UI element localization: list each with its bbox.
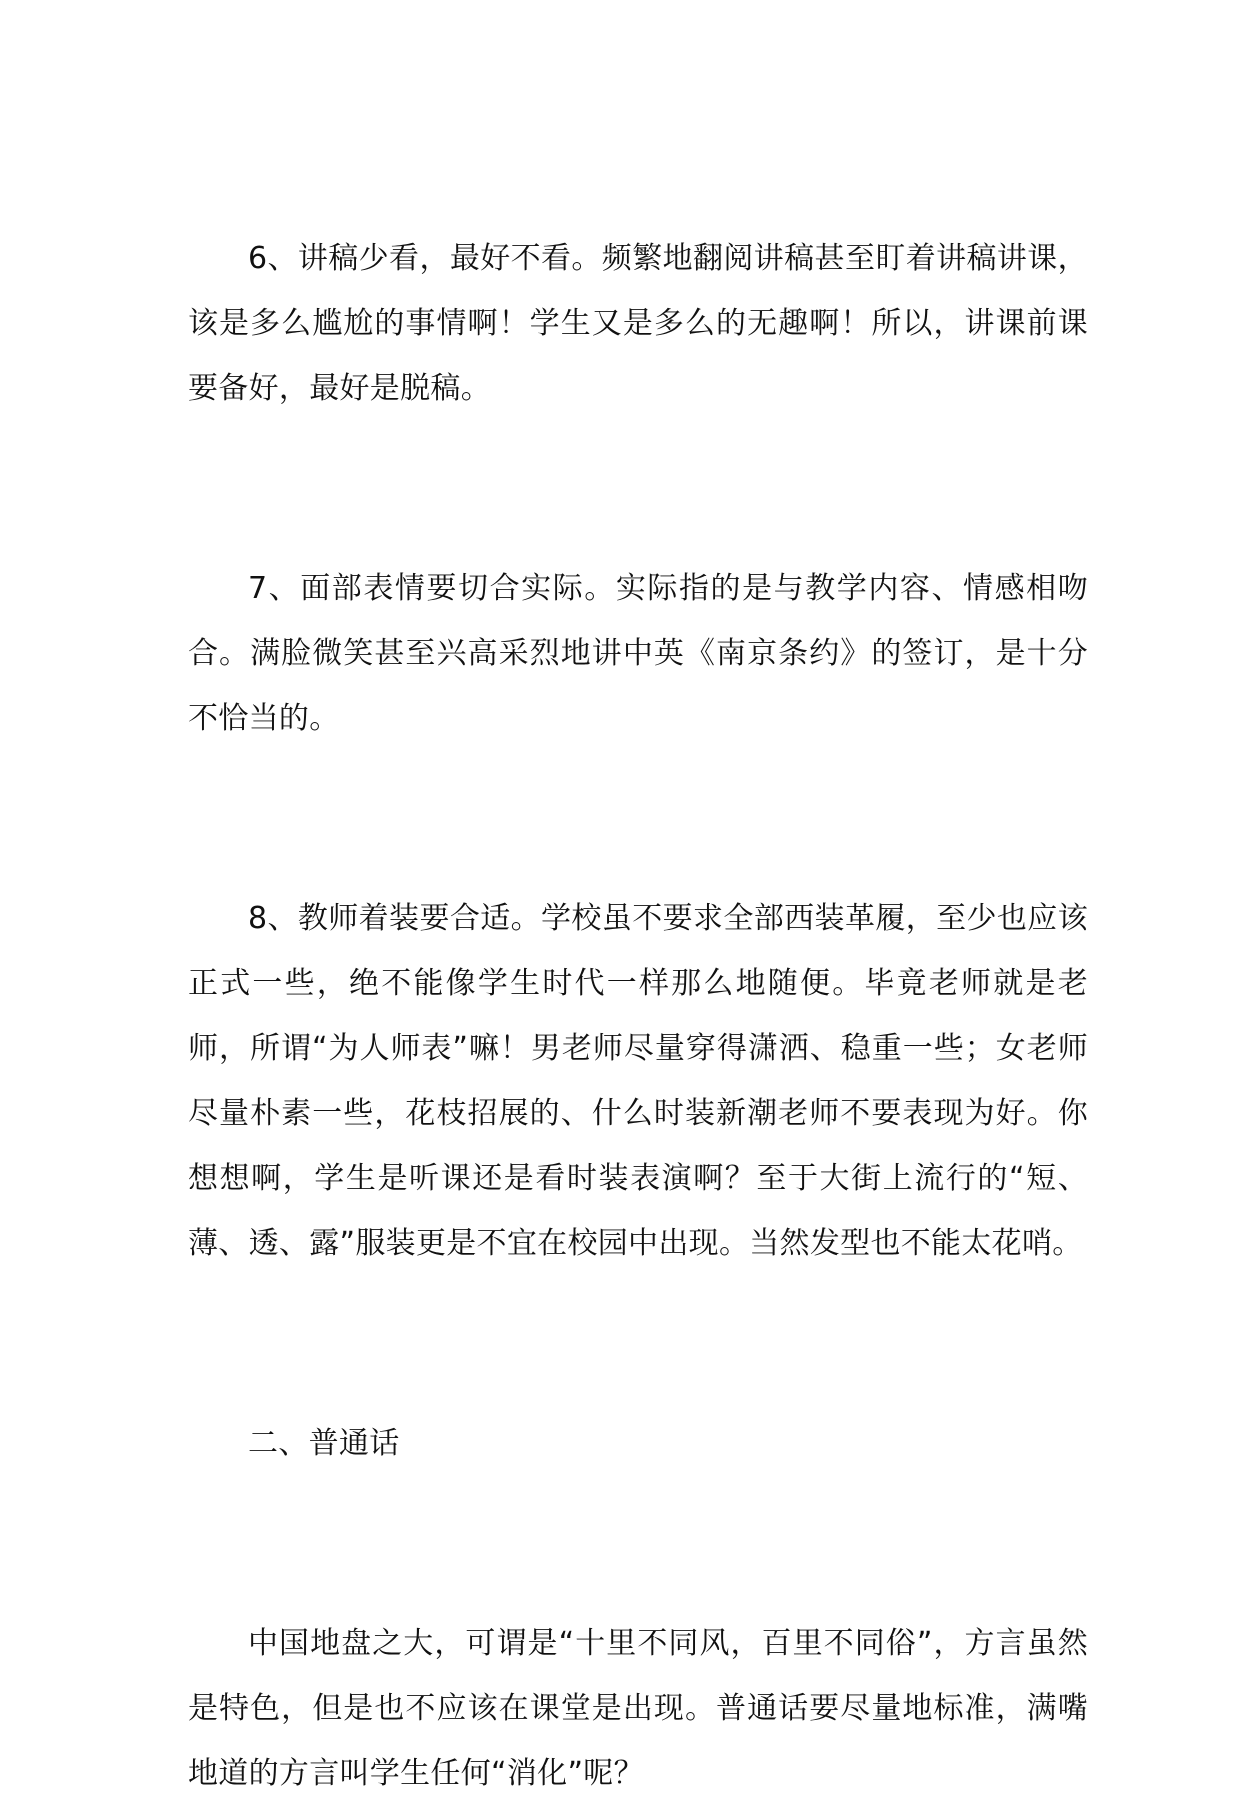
paragraph-facial-expression: 7、面部表情要切合实际。实际指的是与教学内容、情感相吻合。满脸微笑甚至兴高采烈地讲中英《南京条约》的签订，是十分不恰当的。 — [188, 571, 1088, 736]
paragraph-mandarin: 中国地盘之大，可谓是“十里不同风，百里不同俗”，方言虽然是特色，但是也不应该在课堂是出现。普通话要尽量地标准，满嘴地道的方言叫学生任何“消化”呢？ — [188, 1626, 1088, 1791]
paragraph-script-notes: 6、讲稿少看，最好不看。频繁地翻阅讲稿甚至盯着讲稿讲课，该是多么尴尬的事情啊！学生又是多么的无趣啊！所以，讲课前课要备好，最好是脱稿。 — [188, 241, 1088, 406]
document-body — [188, 226, 1088, 1806]
section-heading-mandarin: 二、普通话 — [248, 1426, 400, 1461]
paragraph-teacher-attire: 8、教师着装要合适。学校虽不要求全部西装革履，至少也应该正式一些，绝不能像学生时代一样那么地随便。毕竟老师就是老师，所谓“为人师表”嘛！男老师尽量穿得潇洒、稳重一些；女老师尽量朴素一些，花枝招展的、什么时装新潮老师不要表现为好。你想想啊，学生是听课还是看时装表演啊？至于大街上流行的“短、薄、透、露”服装更是不宜在校园中出现。当然发型也不能太花哨。 — [188, 901, 1088, 1261]
